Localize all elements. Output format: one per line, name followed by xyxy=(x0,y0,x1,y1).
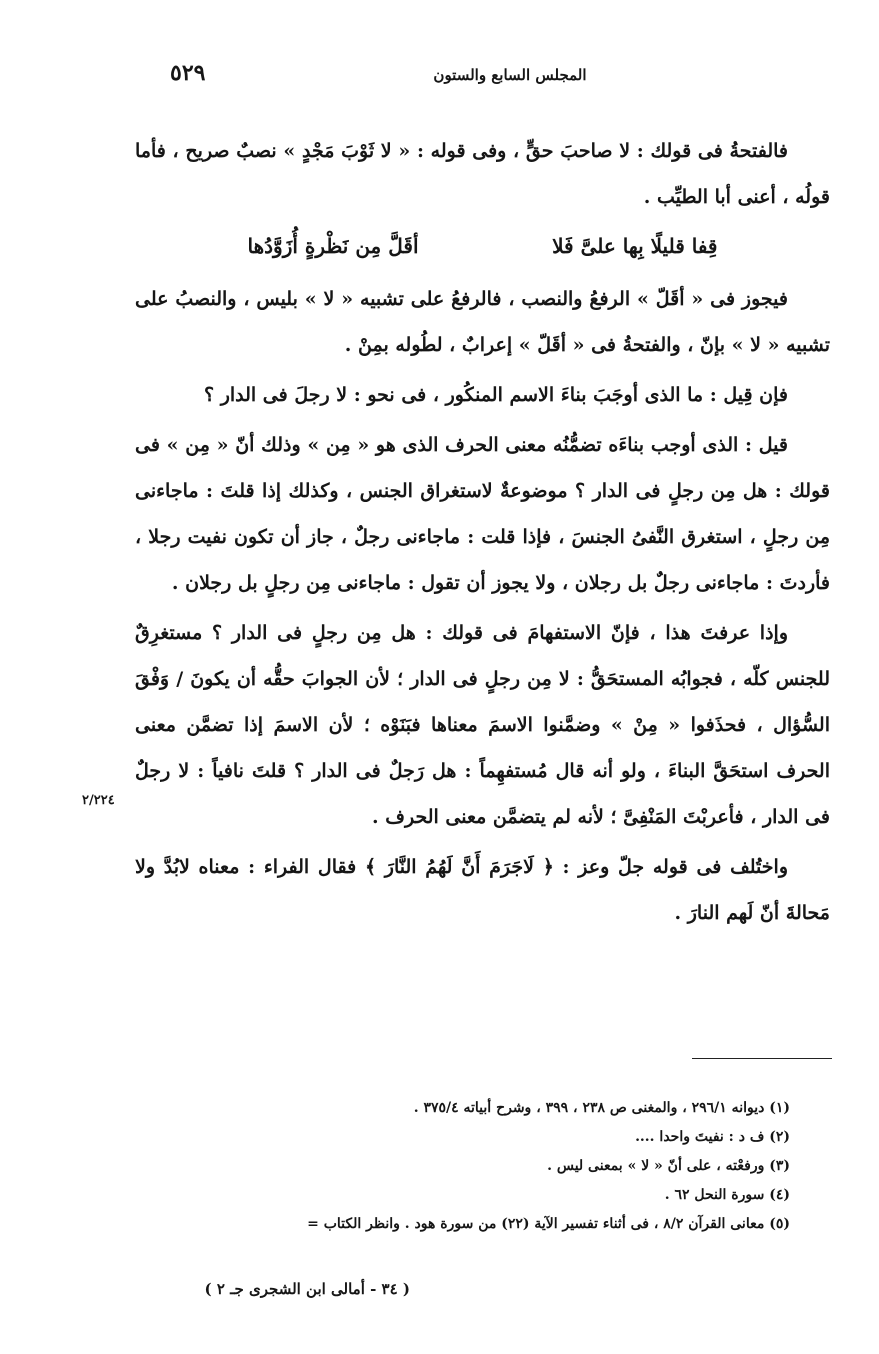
running-head: المجلس السابع والستون xyxy=(433,66,587,84)
verse-first-hemistich: قِفا قليلًا بِها علىَّ فَلا xyxy=(552,234,718,258)
paragraph-2: فيجوز فى « أقَلّ » الرفعُ والنصب ، فالرفعُ على تشبيه « لا » بليس ، والنصبُ على تشبيه « لا » بإنّ ، والفتحةُ فى « أقَلّ » إعرابٌ ، لطُوله بمِنْ . xyxy=(135,288,830,356)
margin-reference: ٢/٢٢٤ xyxy=(82,793,115,808)
paragraph-5: وإذا عرفتَ هذا ، فإنّ الاستفهامَ فى قولك : هل مِن رجلٍ فى الدار ؟ مستغرِقٌ للجنس كلّه ، فجوابُه المستحَقُّ : لا مِن رجلٍ فى الدار ؛ لأن الجوابَ حقُّه أن يكونَ / وَفْقَ السُّؤال ، فحذَفوا « مِنْ » وضمَّنوا الاسمَ معناها فبَنَوْه ؛ لأن الاسمَ إذا تضمَّن معنى الحرف استحَقَّ البناءَ ، ولو أنه قال مُستفهِماً : هل رَجلٌ فى الدار ؟ قلتَ نافياً : لا رجلٌ فى الدار ، فأعربْتَ المَنْفِىَّ ؛ لأنه لم يتضمَّن معنى الحرف . xyxy=(135,622,830,828)
footnotes xyxy=(130,1094,790,1239)
verse-second-hemistich: أقَلَّ مِن نَظْرةٍ أُزَوَّدُها xyxy=(247,234,419,258)
paragraph-3: فإن قِيل : ما الذى أوجَبَ بناءَ الاسم المنكُور ، فى نحو : لا رجلَ فى الدار ؟ xyxy=(204,384,788,406)
paragraph-4: قيل : الذى أوجب بناءَه تضمُّنُه معنى الحرف الذى هو « مِن » وذلك أنّ « مِن » فى قولك : هل مِن رجلٍ فى الدار ؟ موضوعةٌ لاستغراق الجنس ، وكذلك إذا قلتَ : ماجاءنى مِن رجلٍ ، استغرق النَّفىُ الجنسَ ، فإذا قلت : ماجاءنى رجلٌ ، جاز أن تكون نفيت رجلا ، فأردتَ : ماجاءنى رجلٌ بل رجلان ، ولا يجوز أن تقول : ماجاءنى مِن رجلٍ بل رجلان . xyxy=(135,434,830,594)
poetry-verse xyxy=(248,226,718,266)
footnote-3: (٣) ورفعْته ، على أنّ « لا » بمعنى ليس . xyxy=(547,1158,790,1174)
book-signature: ( ٣٤ - أمالى ابن الشجرى جـ ٢ ) xyxy=(204,1280,410,1298)
footnote-divider xyxy=(692,1058,832,1059)
paragraph-6: واختُلف فى قوله جلّ وعز : ﴿ لَاجَرَمَ أَنَّ لَهُمُ النَّارَ ﴾ فقال الفراء : معناه لابُدَّ ولا مَحالةَ أنّ لَهم النارَ . xyxy=(135,856,830,924)
page-number: ٥٢٩ xyxy=(170,60,206,86)
footnote-4: (٤) سورة النحل ٦٢ . xyxy=(664,1187,790,1203)
footnote-2: (٢) ف د : نفيتَ واحدا .... xyxy=(635,1129,790,1145)
footnote-5: (٥) معانى القرآن ٨/٢ ، فى أثناء تفسير الآية (٢٢) من سورة هود . وانظر الكتاب = xyxy=(307,1216,790,1232)
main-text xyxy=(135,128,830,936)
page-header xyxy=(150,60,810,96)
footnote-1: (١) ديوانه ٢٩٦/١ ، والمغنى ص ٢٣٨ ، ٣٩٩ ، وشرح أبياته ٣٧٥/٤ . xyxy=(413,1100,790,1116)
paragraph-1: فالفتحةُ فى قولك : لا صاحبَ حقٍّ ، وفى قوله : « لا ثَوْبَ مَجْدٍ » نصبٌ صريح ، فأما قولُه ، أعنى أبا الطيِّب . xyxy=(135,140,830,208)
